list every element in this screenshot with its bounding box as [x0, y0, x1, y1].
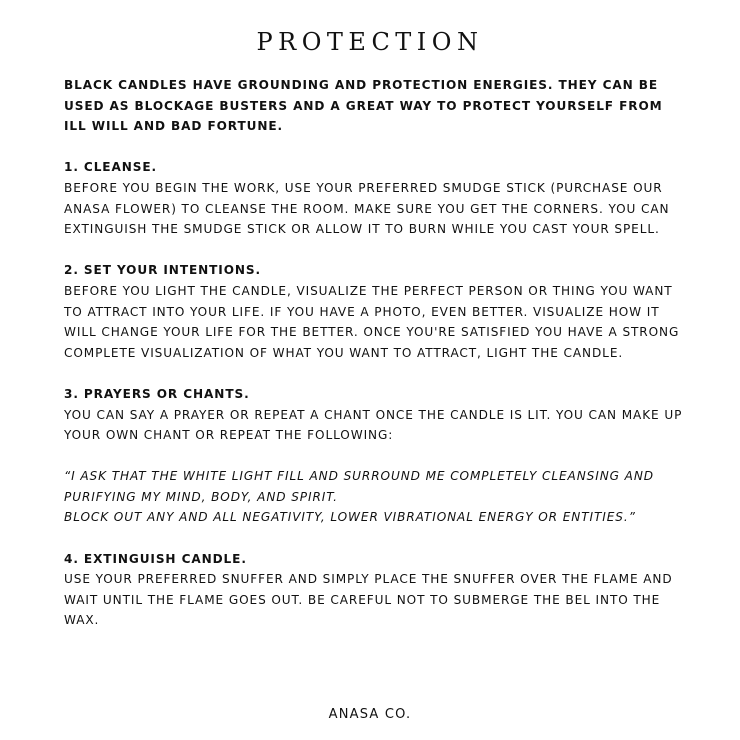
intro-paragraph: BLACK CANDLES HAVE GROUNDING AND PROTECTION ENERGIES. THEY CAN BE USED AS BLOCKAGE BUSTERS AND A GREAT WAY TO PROTECT YOURSELF FROM ILL WILL AND BAD FORTUNE. [64, 78, 663, 134]
page-title: PROTECTION [256, 28, 484, 56]
step-4-body: USE YOUR PREFERRED SNUFFER AND SIMPLY PLACE THE SNUFFER OVER THE FLAME AND WAIT UNTIL THE FLAME GOES OUT. BE CAREFUL NOT TO SUBMERGE THE BEL INTO THE WAX. [64, 572, 673, 628]
step-1-heading: 1. CLEANSE. [64, 160, 158, 175]
chant-line-2: BLOCK OUT ANY AND ALL NEGATIVITY, LOWER VIBRATIONAL ENERGY OR ENTITIES.” [64, 510, 636, 525]
step-4-heading: 4. EXTINGUISH CANDLE. [64, 551, 247, 566]
spacer [64, 137, 684, 158]
step-2-heading: 2. SET YOUR INTENTIONS. [64, 263, 262, 278]
chant-line-1: “I ASK THAT THE WHITE LIGHT FILL AND SURROUND ME COMPLETELY CLEANSING AND PURIFYING MY MIND, BODY, AND SPIRIT. [64, 469, 655, 504]
step-1-body: BEFORE YOU BEGIN THE WORK, USE YOUR PREFERRED SMUDGE STICK (PURCHASE OUR ANASA FLOWER) TO CLEANSE THE ROOM. MAKE SURE YOU GET THE CORNERS. YOU CAN EXTINGUISH THE SMUDGE STICK OR ALLOW IT TO BURN WHILE YOU CAST YOUR SPELL. [64, 180, 670, 237]
spacer [64, 528, 684, 549]
brand-footer: ANASA CO. [328, 707, 412, 722]
step-3-body: YOU CAN SAY A PRAYER OR REPEAT A CHANT ONCE THE CANDLE IS LIT. YOU CAN MAKE UP YOUR OWN CHANT OR REPEAT THE FOLLOWING: [64, 407, 683, 443]
spacer [64, 446, 684, 467]
step-3-heading: 3. PRAYERS OR CHANTS. [64, 386, 250, 401]
instructions-body [64, 75, 684, 631]
spacer [64, 240, 684, 261]
step-2-body: BEFORE YOU LIGHT THE CANDLE, VISUALIZE THE PERFECT PERSON OR THING YOU WANT TO ATTRACT INTO YOUR LIFE. IF YOU HAVE A PHOTO, EVEN BETTER. VISUALIZE HOW IT WILL CHANGE YOUR LIFE FOR THE BETTER. ONCE YOU'RE SATISFIED YOU HAVE A STRONG COMPLETE VISUALIZATION OF WHAT YOU WANT TO ATTRACT, LIGHT THE CANDLE. [64, 283, 680, 360]
spacer [64, 363, 684, 384]
